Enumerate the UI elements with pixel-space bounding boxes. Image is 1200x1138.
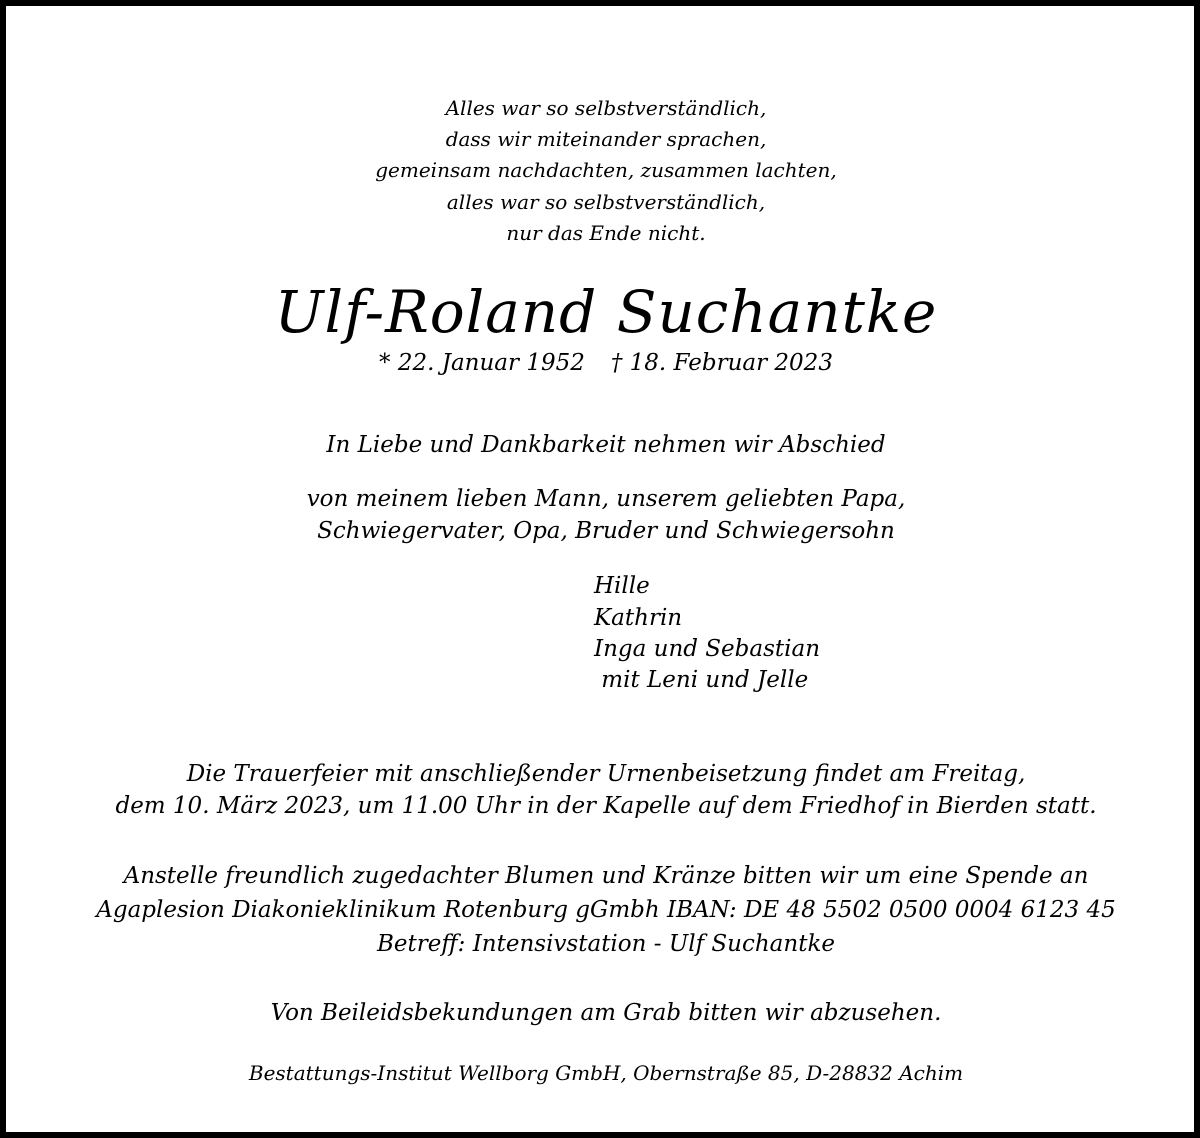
mourner-name: Hille [594, 573, 650, 599]
death-date: † 18. Februar 2023 [610, 350, 833, 376]
farewell-line: In Liebe und Dankbarkeit nehmen wir Abschied [326, 432, 886, 458]
relation-line: von meinem lieben Mann, unserem geliebten Papa, [306, 486, 906, 512]
mourner-name: Kathrin [594, 605, 683, 631]
mourner-name: Inga und Sebastian [594, 636, 821, 662]
service-line: dem 10. März 2023, um 11.00 Uhr in der Kapelle auf dem Friedhof in Bierden statt. [115, 793, 1097, 819]
poem-line: gemeinsam nachdachten, zusammen lachten, [375, 158, 837, 182]
poem-line: alles war so selbstverständlich, [446, 190, 766, 214]
service-line: Die Trauerfeier mit anschließender Urnenbeisetzung findet am Freitag, [186, 761, 1026, 787]
poem-line: Alles war so selbstverständlich, [445, 96, 767, 120]
funeral-home: Bestattungs-Institut Wellborg GmbH, Obernstraße 85, D-28832 Achim [248, 1061, 964, 1085]
life-dates [6, 350, 1200, 376]
poem-line: nur das Ende nicht. [506, 221, 706, 245]
relation-line: Schwiegervater, Opa, Bruder und Schwiegersohn [317, 518, 895, 544]
condolence-note: Von Beileidsbekundungen am Grab bitten wir abzusehen. [270, 1000, 942, 1026]
poem-line: dass wir miteinander sprachen, [445, 127, 767, 151]
donation-line: Anstelle freundlich zugedachter Blumen und Kränze bitten wir um eine Spende an [123, 863, 1089, 889]
deceased-name: Ulf-Roland Suchantke [274, 278, 938, 346]
donation-line: Betreff: Intensivstation - Ulf Suchantke [377, 931, 835, 957]
birth-date: * 22. Januar 1952 [379, 350, 585, 376]
mourner-name: mit Leni und Jelle [594, 667, 809, 693]
donation-line: Agaplesion Diakonieklinikum Rotenburg gGmbh IBAN: DE 48 5502 0500 0004 6123 45 [96, 897, 1116, 923]
